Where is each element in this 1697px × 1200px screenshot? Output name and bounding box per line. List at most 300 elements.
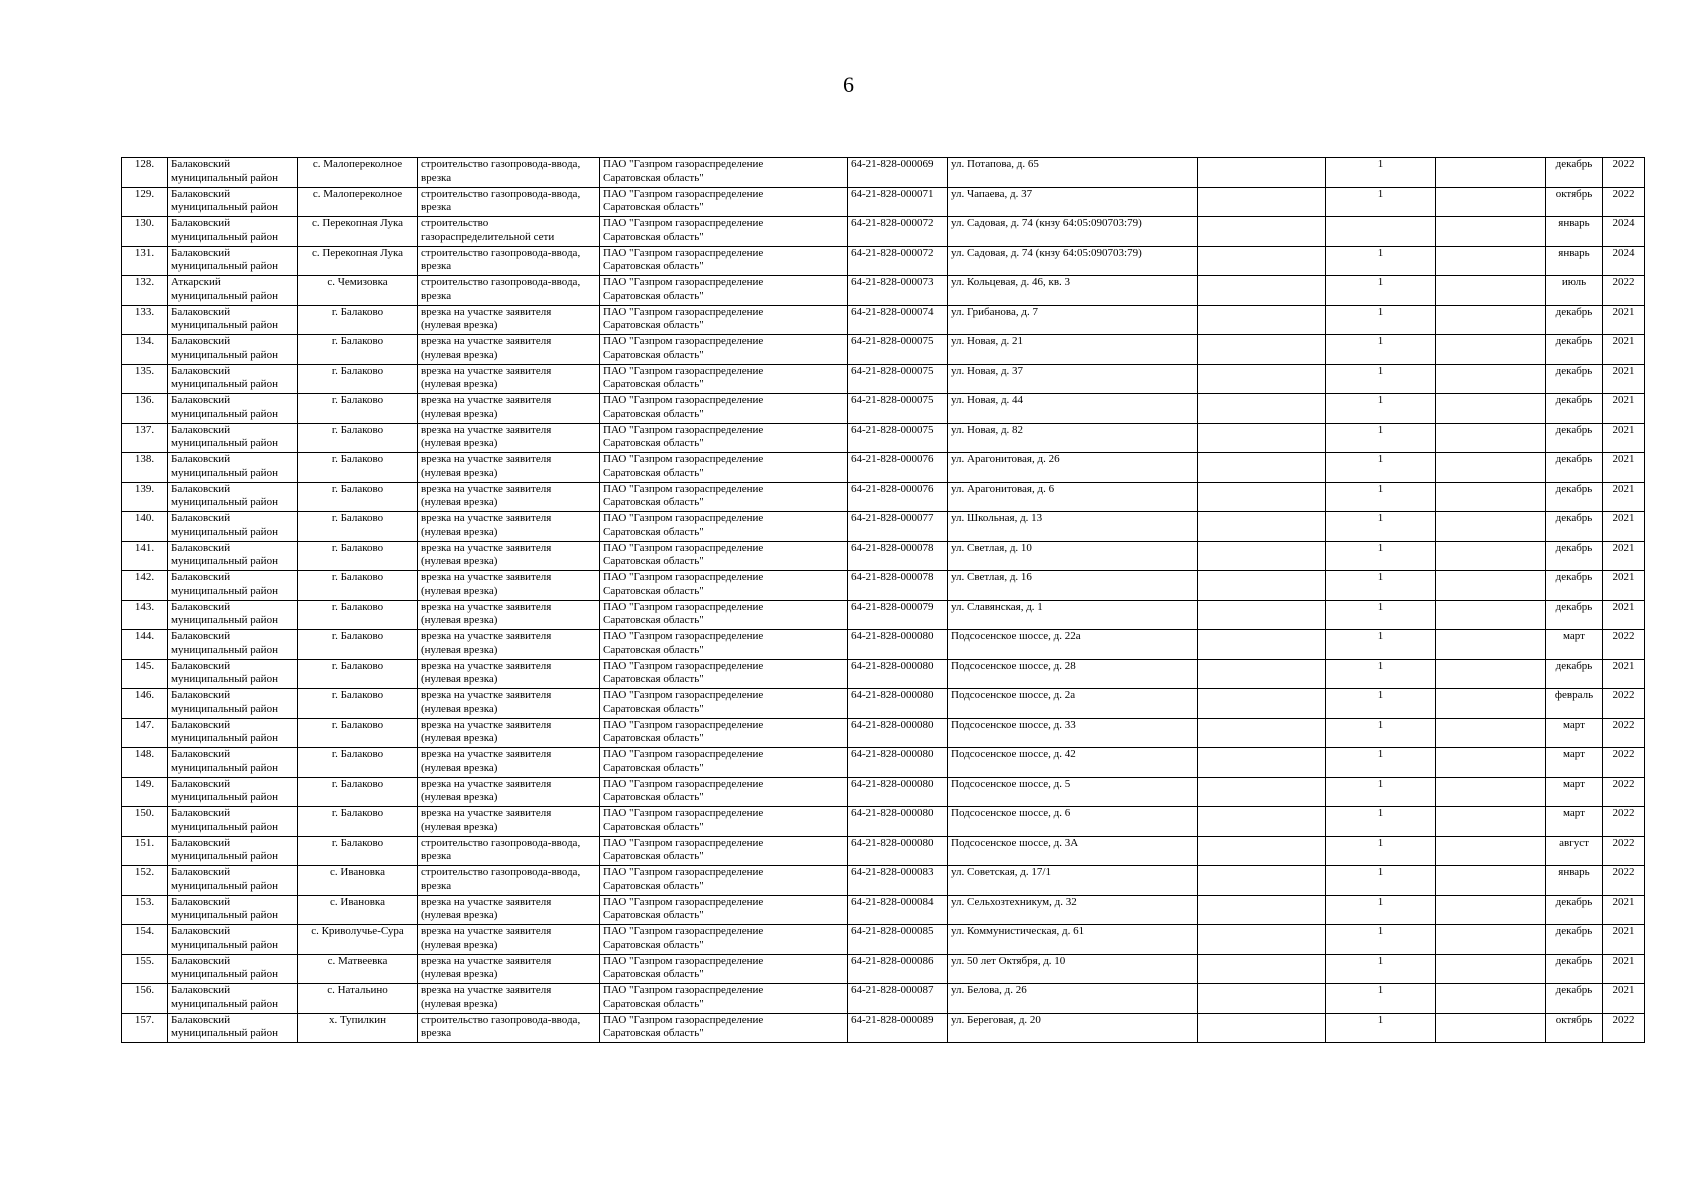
empty-cell — [1198, 571, 1326, 601]
count-cell: 1 — [1326, 954, 1436, 984]
work-type-cell-line: врезка на участке заявителя — [421, 954, 552, 967]
work-type-cell — [418, 453, 600, 483]
month-cell: январь — [1546, 866, 1603, 896]
empty-cell — [1198, 453, 1326, 483]
count-cell: 1 — [1326, 305, 1436, 335]
address-cell: ул. Кольцевая, д. 46, кв. 3 — [948, 276, 1198, 306]
organization-cell-line: ПАО "Газпром газораспределение — [603, 453, 764, 465]
work-type-cell — [418, 925, 600, 955]
work-type-cell — [418, 276, 600, 306]
table-row — [122, 659, 1645, 689]
table-row — [122, 571, 1645, 601]
district-cell-line: Балаковский — [171, 836, 231, 849]
district-cell-line: муниципальный район — [171, 909, 278, 922]
work-type-cell-line: врезка на участке заявителя — [421, 423, 552, 436]
row-number: 140. — [122, 512, 168, 542]
count-cell: 1 — [1326, 925, 1436, 955]
registry-code-cell: 64-21-828-000087 — [848, 984, 948, 1014]
registry-code-cell: 64-21-828-000084 — [848, 895, 948, 925]
year-cell: 2021 — [1603, 305, 1645, 335]
year-cell: 2022 — [1603, 807, 1645, 837]
row-number: 157. — [122, 1013, 168, 1043]
locality-cell: г. Балаково — [298, 364, 418, 394]
district-cell-line: муниципальный район — [171, 643, 278, 656]
row-number: 152. — [122, 866, 168, 896]
locality-cell: г. Балаково — [298, 423, 418, 453]
locality-cell: с. Малопереколное — [298, 187, 418, 217]
address-cell: Подсосенское шоссе, д. 22а — [948, 630, 1198, 660]
district-cell-line: Балаковский — [171, 453, 231, 465]
work-type-cell — [418, 984, 600, 1014]
registry-code-cell: 64-21-828-000072 — [848, 246, 948, 276]
month-cell: декабрь — [1546, 895, 1603, 925]
organization-cell — [600, 925, 848, 955]
empty-cell — [1436, 541, 1546, 571]
work-type-cell-line: врезка на участке заявителя — [421, 925, 552, 937]
work-type-cell-line: врезка на участке заявителя — [421, 541, 552, 554]
month-cell: декабрь — [1546, 482, 1603, 512]
registry-table — [121, 157, 1645, 1043]
work-type-cell-line: (нулевая врезка) — [421, 732, 498, 745]
district-cell-line: муниципальный район — [171, 407, 278, 420]
work-type-cell-line: врезка — [421, 879, 452, 892]
address-cell: ул. Новая, д. 82 — [948, 423, 1198, 453]
table-row — [122, 836, 1645, 866]
table-row — [122, 866, 1645, 896]
work-type-cell — [418, 748, 600, 778]
count-cell: 1 — [1326, 895, 1436, 925]
work-type-cell — [418, 482, 600, 512]
month-cell: декабрь — [1546, 512, 1603, 542]
year-cell: 2022 — [1603, 187, 1645, 217]
empty-cell — [1198, 866, 1326, 896]
row-number: 155. — [122, 954, 168, 984]
count-cell: 1 — [1326, 158, 1436, 188]
empty-cell — [1436, 423, 1546, 453]
organization-cell-line: ПАО "Газпром газораспределение — [603, 748, 764, 760]
registry-code-cell: 64-21-828-000078 — [848, 571, 948, 601]
locality-cell: с. Криволучье-Сура — [298, 925, 418, 955]
address-cell: Подсосенское шоссе, д. 33 — [948, 718, 1198, 748]
empty-cell — [1436, 335, 1546, 365]
table-row — [122, 807, 1645, 837]
organization-cell-line: ПАО "Газпром газораспределение — [603, 600, 764, 613]
district-cell-line: муниципальный район — [171, 820, 278, 833]
organization-cell-line: Саратовская область" — [603, 791, 704, 804]
district-cell-line: Балаковский — [171, 659, 231, 672]
work-type-cell-line: (нулевая врезка) — [421, 968, 498, 981]
district-cell — [168, 866, 298, 896]
organization-cell-line: ПАО "Газпром газораспределение — [603, 158, 764, 170]
organization-cell — [600, 276, 848, 306]
year-cell: 2022 — [1603, 748, 1645, 778]
district-cell — [168, 364, 298, 394]
table-row — [122, 600, 1645, 630]
work-type-cell — [418, 364, 600, 394]
empty-cell — [1198, 276, 1326, 306]
empty-cell — [1198, 423, 1326, 453]
work-type-cell-line: врезка на участке заявителя — [421, 512, 552, 524]
organization-cell-line: ПАО "Газпром газораспределение — [603, 1013, 764, 1026]
registry-body — [122, 158, 1645, 1043]
district-cell — [168, 895, 298, 925]
work-type-cell-line: (нулевая врезка) — [421, 525, 498, 538]
table-row — [122, 217, 1645, 247]
locality-cell: с. Перекопная Лука — [298, 217, 418, 247]
organization-cell-line: ПАО "Газпром газораспределение — [603, 895, 764, 908]
organization-cell-line: ПАО "Газпром газораспределение — [603, 482, 764, 495]
registry-code-cell: 64-21-828-000080 — [848, 718, 948, 748]
empty-cell — [1436, 187, 1546, 217]
year-cell: 2021 — [1603, 482, 1645, 512]
work-type-cell — [418, 895, 600, 925]
work-type-cell-line: врезка на участке заявителя — [421, 630, 552, 642]
work-type-cell-line: (нулевая врезка) — [421, 555, 498, 568]
district-cell — [168, 453, 298, 483]
district-cell-line: муниципальный район — [171, 260, 278, 273]
district-cell — [168, 246, 298, 276]
district-cell-line: муниципальный район — [171, 496, 278, 509]
address-cell: ул. Белова, д. 26 — [948, 984, 1198, 1014]
district-cell-line: муниципальный район — [171, 319, 278, 332]
address-cell: Подсосенское шоссе, д. 5 — [948, 777, 1198, 807]
district-cell — [168, 807, 298, 837]
work-type-cell-line: (нулевая врезка) — [421, 909, 498, 922]
district-cell-line: муниципальный район — [171, 230, 278, 243]
count-cell: 1 — [1326, 689, 1436, 719]
work-type-cell — [418, 512, 600, 542]
month-cell: декабрь — [1546, 335, 1603, 365]
district-cell-line: муниципальный район — [171, 997, 278, 1010]
count-cell: 1 — [1326, 836, 1436, 866]
address-cell: ул. Коммунистическая, д. 61 — [948, 925, 1198, 955]
month-cell: март — [1546, 807, 1603, 837]
registry-code-cell: 64-21-828-000076 — [848, 453, 948, 483]
year-cell: 2021 — [1603, 984, 1645, 1014]
table-row — [122, 394, 1645, 424]
district-cell — [168, 689, 298, 719]
organization-cell — [600, 866, 848, 896]
count-cell: 1 — [1326, 807, 1436, 837]
address-cell: Подсосенское шоссе, д. 6 — [948, 807, 1198, 837]
empty-cell — [1436, 276, 1546, 306]
work-type-cell — [418, 807, 600, 837]
year-cell: 2021 — [1603, 571, 1645, 601]
address-cell: Подсосенское шоссе, д. 3А — [948, 836, 1198, 866]
district-cell-line: Балаковский — [171, 925, 231, 937]
district-cell-line: муниципальный район — [171, 466, 278, 479]
organization-cell — [600, 246, 848, 276]
month-cell: январь — [1546, 217, 1603, 247]
registry-code-cell: 64-21-828-000075 — [848, 394, 948, 424]
district-cell-line: Балаковский — [171, 954, 231, 967]
registry-code-cell: 64-21-828-000080 — [848, 630, 948, 660]
month-cell: октябрь — [1546, 1013, 1603, 1043]
organization-cell-line: Саратовская область" — [603, 1027, 704, 1040]
registry-code-cell: 64-21-828-000078 — [848, 541, 948, 571]
empty-cell — [1436, 246, 1546, 276]
registry-code-cell: 64-21-828-000080 — [848, 748, 948, 778]
locality-cell: г. Балаково — [298, 689, 418, 719]
work-type-cell-line: (нулевая врезка) — [421, 643, 498, 656]
row-number: 150. — [122, 807, 168, 837]
district-cell-line: Балаковский — [171, 541, 231, 554]
district-cell-line: Балаковский — [171, 748, 231, 760]
empty-cell — [1198, 187, 1326, 217]
organization-cell-line: Саратовская область" — [603, 732, 704, 745]
district-cell-line: Балаковский — [171, 305, 231, 318]
empty-cell — [1198, 836, 1326, 866]
month-cell: декабрь — [1546, 659, 1603, 689]
table-row — [122, 541, 1645, 571]
empty-cell — [1198, 364, 1326, 394]
locality-cell: г. Балаково — [298, 453, 418, 483]
address-cell: ул. Новая, д. 37 — [948, 364, 1198, 394]
count-cell: 1 — [1326, 246, 1436, 276]
organization-cell-line: ПАО "Газпром газораспределение — [603, 807, 764, 819]
organization-cell-line: Саратовская область" — [603, 968, 704, 981]
count-cell: 1 — [1326, 866, 1436, 896]
count-cell: 1 — [1326, 571, 1436, 601]
registry-code-cell: 64-21-828-000075 — [848, 423, 948, 453]
work-type-cell — [418, 866, 600, 896]
work-type-cell-line: (нулевая врезка) — [421, 820, 498, 833]
work-type-cell-line: врезка — [421, 171, 452, 184]
year-cell: 2021 — [1603, 364, 1645, 394]
year-cell: 2021 — [1603, 512, 1645, 542]
month-cell: декабрь — [1546, 423, 1603, 453]
work-type-cell-line: (нулевая врезка) — [421, 702, 498, 715]
registry-code-cell: 64-21-828-000080 — [848, 807, 948, 837]
work-type-cell-line: врезка на участке заявителя — [421, 659, 552, 672]
district-cell — [168, 984, 298, 1014]
count-cell — [1326, 217, 1436, 247]
work-type-cell-line: (нулевая врезка) — [421, 761, 498, 774]
work-type-cell-line: врезка на участке заявителя — [421, 895, 552, 908]
work-type-cell — [418, 1013, 600, 1043]
registry-code-cell: 64-21-828-000080 — [848, 659, 948, 689]
month-cell: январь — [1546, 246, 1603, 276]
work-type-cell-line: врезка — [421, 289, 452, 302]
table-row — [122, 453, 1645, 483]
district-cell-line: Балаковский — [171, 246, 231, 259]
district-cell-line: муниципальный район — [171, 673, 278, 686]
district-cell-line: Балаковский — [171, 335, 231, 347]
work-type-cell-line: врезка на участке заявителя — [421, 600, 552, 613]
work-type-cell-line: (нулевая врезка) — [421, 614, 498, 627]
table-row — [122, 276, 1645, 306]
organization-cell — [600, 689, 848, 719]
work-type-cell-line: (нулевая врезка) — [421, 997, 498, 1010]
district-cell-line: муниципальный район — [171, 791, 278, 804]
count-cell: 1 — [1326, 718, 1436, 748]
organization-cell-line: ПАО "Газпром газораспределение — [603, 984, 764, 996]
empty-cell — [1436, 217, 1546, 247]
district-cell-line: муниципальный район — [171, 289, 278, 302]
registry-code-cell: 64-21-828-000080 — [848, 689, 948, 719]
district-cell-line: Балаковский — [171, 512, 231, 524]
district-cell — [168, 335, 298, 365]
address-cell: ул. Арагонитовая, д. 6 — [948, 482, 1198, 512]
organization-cell-line: Саратовская область" — [603, 673, 704, 686]
work-type-cell — [418, 718, 600, 748]
locality-cell: г. Балаково — [298, 394, 418, 424]
district-cell-line: муниципальный район — [171, 732, 278, 745]
district-cell-line: Балаковский — [171, 807, 231, 819]
row-number: 149. — [122, 777, 168, 807]
work-type-cell-line: (нулевая врезка) — [421, 584, 498, 597]
count-cell: 1 — [1326, 630, 1436, 660]
empty-cell — [1436, 748, 1546, 778]
district-cell-line: Балаковский — [171, 1013, 231, 1026]
district-cell — [168, 571, 298, 601]
locality-cell: г. Балаково — [298, 718, 418, 748]
district-cell — [168, 187, 298, 217]
organization-cell-line: ПАО "Газпром газораспределение — [603, 246, 764, 259]
locality-cell: с. Ивановка — [298, 895, 418, 925]
address-cell: ул. Береговая, д. 20 — [948, 1013, 1198, 1043]
organization-cell-line: Саратовская область" — [603, 201, 704, 214]
empty-cell — [1436, 777, 1546, 807]
organization-cell-line: Саратовская область" — [603, 938, 704, 951]
organization-cell-line: ПАО "Газпром газораспределение — [603, 217, 764, 229]
count-cell: 1 — [1326, 512, 1436, 542]
work-type-cell-line: врезка на участке заявителя — [421, 748, 552, 760]
work-type-cell-line: строительство газопровода-ввода, — [421, 836, 581, 849]
organization-cell-line: Саратовская область" — [603, 761, 704, 774]
empty-cell — [1436, 984, 1546, 1014]
year-cell: 2021 — [1603, 541, 1645, 571]
organization-cell-line: ПАО "Газпром газораспределение — [603, 866, 764, 878]
organization-cell-line: Саратовская область" — [603, 820, 704, 833]
work-type-cell-line: строительство — [421, 217, 489, 229]
organization-cell-line: ПАО "Газпром газораспределение — [603, 777, 764, 790]
locality-cell: г. Балаково — [298, 305, 418, 335]
district-cell-line: муниципальный район — [171, 348, 278, 361]
row-number: 151. — [122, 836, 168, 866]
organization-cell-line: ПАО "Газпром газораспределение — [603, 394, 764, 406]
registry-code-cell: 64-21-828-000072 — [848, 217, 948, 247]
work-type-cell-line: врезка на участке заявителя — [421, 807, 552, 819]
organization-cell — [600, 335, 848, 365]
organization-cell-line: ПАО "Газпром газораспределение — [603, 925, 764, 937]
address-cell: ул. Садовая, д. 74 (кнзу 64:05:090703:79) — [948, 246, 1198, 276]
row-number: 148. — [122, 748, 168, 778]
table-row — [122, 187, 1645, 217]
table-row — [122, 925, 1645, 955]
table-row — [122, 718, 1645, 748]
count-cell: 1 — [1326, 600, 1436, 630]
district-cell — [168, 158, 298, 188]
empty-cell — [1198, 541, 1326, 571]
locality-cell: г. Балаково — [298, 777, 418, 807]
registry-code-cell: 64-21-828-000076 — [848, 482, 948, 512]
month-cell: декабрь — [1546, 925, 1603, 955]
organization-cell-line: Саратовская область" — [603, 171, 704, 184]
row-number: 128. — [122, 158, 168, 188]
row-number: 143. — [122, 600, 168, 630]
district-cell — [168, 925, 298, 955]
year-cell: 2021 — [1603, 600, 1645, 630]
empty-cell — [1198, 394, 1326, 424]
table-row — [122, 305, 1645, 335]
empty-cell — [1198, 984, 1326, 1014]
empty-cell — [1436, 1013, 1546, 1043]
empty-cell — [1436, 836, 1546, 866]
address-cell: ул. Школьная, д. 13 — [948, 512, 1198, 542]
work-type-cell — [418, 777, 600, 807]
row-number: 133. — [122, 305, 168, 335]
organization-cell-line: Саратовская область" — [603, 260, 704, 273]
locality-cell: г. Балаково — [298, 335, 418, 365]
organization-cell — [600, 305, 848, 335]
empty-cell — [1436, 571, 1546, 601]
organization-cell — [600, 512, 848, 542]
district-cell-line: муниципальный район — [171, 938, 278, 951]
row-number: 142. — [122, 571, 168, 601]
organization-cell-line: ПАО "Газпром газораспределение — [603, 659, 764, 672]
organization-cell — [600, 541, 848, 571]
locality-cell: с. Перекопная Лука — [298, 246, 418, 276]
row-number: 141. — [122, 541, 168, 571]
locality-cell: г. Балаково — [298, 541, 418, 571]
empty-cell — [1198, 335, 1326, 365]
address-cell: ул. Новая, д. 21 — [948, 335, 1198, 365]
empty-cell — [1436, 659, 1546, 689]
work-type-cell — [418, 836, 600, 866]
work-type-cell-line: врезка на участке заявителя — [421, 364, 552, 377]
district-cell-line: муниципальный район — [171, 171, 278, 184]
district-cell-line: муниципальный район — [171, 614, 278, 627]
month-cell: декабрь — [1546, 954, 1603, 984]
table-row — [122, 748, 1645, 778]
district-cell — [168, 777, 298, 807]
empty-cell — [1436, 512, 1546, 542]
empty-cell — [1198, 748, 1326, 778]
work-type-cell-line: врезка — [421, 260, 452, 273]
row-number: 130. — [122, 217, 168, 247]
empty-cell — [1436, 482, 1546, 512]
district-cell — [168, 394, 298, 424]
organization-cell — [600, 571, 848, 601]
organization-cell — [600, 482, 848, 512]
table-row — [122, 954, 1645, 984]
locality-cell: г. Балаково — [298, 807, 418, 837]
empty-cell — [1198, 718, 1326, 748]
registry-code-cell: 64-21-828-000074 — [848, 305, 948, 335]
organization-cell — [600, 453, 848, 483]
work-type-cell-line: врезка на участке заявителя — [421, 453, 552, 465]
district-cell-line: Балаковский — [171, 777, 231, 790]
organization-cell-line: Саратовская область" — [603, 643, 704, 656]
work-type-cell-line: (нулевая врезка) — [421, 319, 498, 332]
organization-cell-line: ПАО "Газпром газораспределение — [603, 276, 764, 288]
organization-cell-line: Саратовская область" — [603, 614, 704, 627]
row-number: 147. — [122, 718, 168, 748]
month-cell: декабрь — [1546, 158, 1603, 188]
table-row — [122, 482, 1645, 512]
organization-cell — [600, 187, 848, 217]
organization-cell-line: Саратовская область" — [603, 348, 704, 361]
table-row — [122, 246, 1645, 276]
organization-cell-line: ПАО "Газпром газораспределение — [603, 689, 764, 701]
district-cell-line: Балаковский — [171, 895, 231, 908]
row-number: 134. — [122, 335, 168, 365]
month-cell: февраль — [1546, 689, 1603, 719]
empty-cell — [1436, 807, 1546, 837]
work-type-cell-line: врезка на участке заявителя — [421, 335, 552, 347]
month-cell: декабрь — [1546, 453, 1603, 483]
